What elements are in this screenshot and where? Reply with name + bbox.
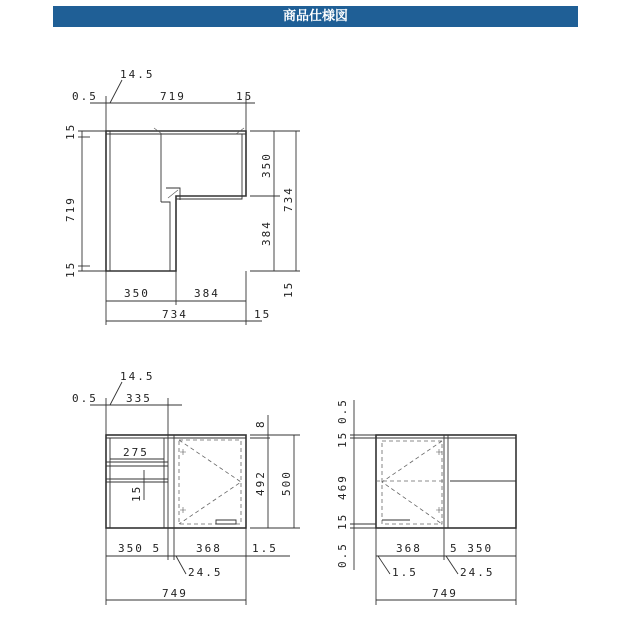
dim-500: 500 xyxy=(280,470,293,496)
dim-384-right: 384 xyxy=(260,220,273,246)
dim-469: 469 xyxy=(336,474,349,500)
dim-384-bot: 384 xyxy=(194,287,220,300)
dim-0-5-top-side: 0.5 xyxy=(336,398,349,424)
dim-734-right: 734 xyxy=(282,186,295,212)
dim-24-5-front: 24.5 xyxy=(188,566,223,579)
dim-719-top: 719 xyxy=(160,90,186,103)
dim-0-5-front: 0.5 xyxy=(72,392,98,405)
dim-275: 275 xyxy=(123,446,149,459)
top-view-diagram xyxy=(64,68,300,325)
dim-15-bot: 15 xyxy=(254,308,272,321)
dim-15-front: 15 xyxy=(130,484,143,502)
side-view-diagram xyxy=(336,398,516,605)
front-view-diagram xyxy=(72,370,300,605)
dim-350-right: 350 xyxy=(260,152,273,178)
dim-24-5-side: 24.5 xyxy=(460,566,495,579)
dim-734-bot: 734 xyxy=(162,308,188,321)
page-title: 商品仕様図 xyxy=(53,6,578,27)
dim-15-top: 15 xyxy=(236,90,254,103)
dim-5-350: 5 350 xyxy=(450,542,494,555)
dim-1-5-front: 1.5 xyxy=(252,542,278,555)
dim-0-5-bot-side: 0.5 xyxy=(336,542,349,568)
dim-492: 492 xyxy=(254,470,267,496)
dim-1-5-side: 1.5 xyxy=(392,566,418,579)
dim-15-bot-side: 15 xyxy=(336,512,349,530)
dim-15-top-side: 15 xyxy=(336,430,349,448)
dim-15-left-top: 15 xyxy=(64,122,77,140)
dim-719-left: 719 xyxy=(64,196,77,222)
dim-335: 335 xyxy=(126,392,152,405)
dim-14-5-front: 14.5 xyxy=(120,370,155,383)
dim-350-5: 350 5 xyxy=(118,542,162,555)
dim-749-front: 749 xyxy=(162,587,188,600)
dim-15-left-bot: 15 xyxy=(64,260,77,278)
dim-368-side: 368 xyxy=(396,542,422,555)
dim-14-5: 14.5 xyxy=(120,68,155,81)
dim-749-side: 749 xyxy=(432,587,458,600)
dim-8: 8 xyxy=(254,419,267,428)
top-view-outline xyxy=(106,131,246,271)
dim-368-front: 368 xyxy=(196,542,222,555)
dim-15-right: 15 xyxy=(282,280,295,298)
dim-0-5: 0.5 xyxy=(72,90,98,103)
side-view-outline xyxy=(376,435,516,528)
dim-350-bot: 350 xyxy=(124,287,150,300)
